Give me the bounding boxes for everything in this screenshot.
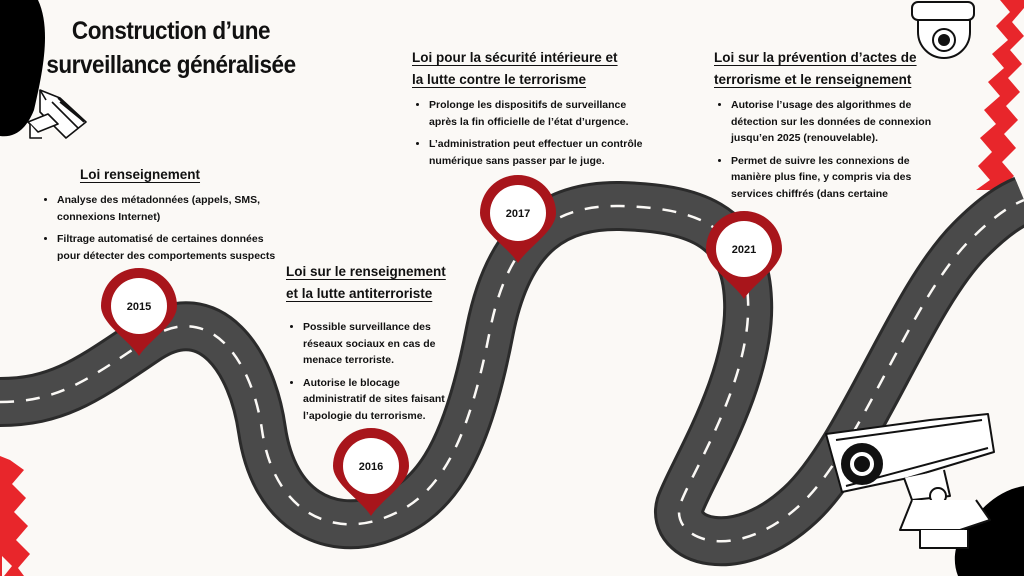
event-2017 [412,47,652,175]
event-bullets [286,319,453,424]
list-item: • Analyse des métadonnées (appels, SMS, connexions Internet) [57,192,276,225]
pin-year-2021: 2021 [731,244,757,256]
list-item: • L’administration peut effectuer un contrôle numérique sans passer par le juge. [429,136,652,169]
list-item: • Autorise le blocage administratif de sites faisant l’apologie du terrorisme. [303,375,453,425]
list-item: • Possible surveillance des réseaux sociaux en cas de menace terroriste. [303,319,453,369]
event-2021 [714,47,940,208]
list-item: • Filtrage automatisé de certaines données pour détecter des comportements suspects [57,231,276,264]
event-2016 [286,261,462,430]
event-bullets [40,192,276,264]
event-heading [412,47,652,91]
pin-year-2017: 2017 [505,208,531,220]
event-heading: Loi renseignement [79,167,201,182]
cctv-camera-icon [826,414,994,548]
event-heading [714,47,940,91]
event-heading-line-1: Loi pour la sécurité intérieure et [412,50,618,65]
list-item: • Permet de suivre les connexions de manière plus fine, y compris via des services chiffrés (dans certaine [731,153,940,203]
list-item: • Prolonge les dispositifs de surveillance après la fin officielle de l’état d’urgence. [429,97,652,130]
red-stripes-right [976,0,1024,190]
pin-year-2015: 2015 [126,301,152,313]
page-title [36,14,306,82]
event-heading-line-2: terrorisme et le renseignement [714,72,912,87]
event-2015 [40,164,276,270]
list-item: • Autorise l’usage des algorithmes de détection sur les données de connexion jusqu’en 2025 (renouvelable). [731,97,940,147]
event-heading [286,261,462,305]
title-line-2: surveillance généralisée [46,51,296,79]
event-heading-line-2: et la lutte antiterroriste [286,286,433,301]
event-heading-line-2: la lutte contre le terrorisme [412,72,587,87]
red-stripes-bottom-left [0,456,30,576]
event-heading-line-1: Loi sur le renseignement [286,264,446,279]
pin-year-2016: 2016 [358,461,384,473]
event-bullets [714,97,940,202]
event-heading-line-1: Loi sur la prévention d’actes de [714,50,917,65]
event-bullets [412,97,652,169]
title-line-1: Construction d’une [71,17,271,45]
